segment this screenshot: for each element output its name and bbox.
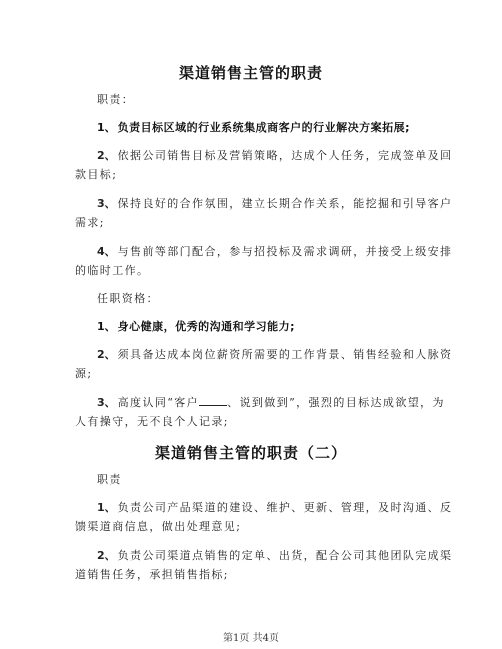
duty-item-3-continuation: 需求; bbox=[75, 216, 105, 229]
duty-2-item-1 bbox=[97, 501, 457, 515]
duty-item-1 bbox=[97, 121, 457, 135]
section-heading-duties-2: 职责 bbox=[97, 473, 122, 486]
item-number: 2、 bbox=[97, 549, 116, 562]
item-text: 依据公司销售目标及营销策略，达成个人任务，完成签单及回 bbox=[117, 149, 453, 162]
qualification-item-2 bbox=[97, 348, 457, 362]
item-number: 3、 bbox=[97, 197, 116, 210]
item-number: 4、 bbox=[97, 245, 116, 258]
duty-item-4 bbox=[97, 245, 457, 259]
duty-2-item-2 bbox=[97, 549, 457, 563]
item-text: 保持良好的合作氛围，建立长期合作关系，能挖掘和引导客户 bbox=[117, 197, 453, 210]
section-heading-duties: 职责： bbox=[97, 93, 135, 106]
item-number: 1、 bbox=[97, 121, 116, 134]
item-number: 2、 bbox=[97, 149, 116, 162]
item-number: 3、 bbox=[97, 396, 116, 409]
duty-item-2-continuation: 款目标; bbox=[75, 168, 118, 181]
item-number: 1、 bbox=[97, 501, 116, 514]
fill-in-blank bbox=[199, 396, 227, 406]
item-number: 2、 bbox=[97, 348, 116, 361]
section-heading-qualifications: 任职资格： bbox=[97, 292, 159, 305]
duty-item-3 bbox=[97, 197, 457, 211]
duty-2-item-1-continuation: 馈渠道商信息，做出处理意见; bbox=[75, 520, 242, 533]
item-text: 、说到做到”，强烈的目标达成欲望，为 bbox=[227, 396, 445, 409]
qualification-item-3-continuation: 人有操守，无不良个人记录; bbox=[75, 415, 229, 428]
item-text: 负责公司渠道点销售的定单、出货，配合公司其他团队完成渠 bbox=[117, 549, 453, 562]
item-text: 须具备达成本岗位薪资所需要的工作背景、销售经验和人脉资 bbox=[117, 348, 453, 361]
duty-2-item-2-continuation: 道销售任务，承担销售指标; bbox=[75, 568, 229, 581]
duty-item-2 bbox=[97, 149, 457, 163]
item-text: 负责公司产品渠道的建设、维护、更新、管理，及时沟通、反 bbox=[117, 501, 453, 514]
qualification-item-2-continuation: 源; bbox=[75, 367, 93, 380]
document-title: 渠道销售主管的职责 bbox=[178, 64, 323, 82]
qualification-item-3 bbox=[97, 396, 457, 410]
qualification-item-1 bbox=[97, 320, 457, 334]
page-footer: 第1页 共4页 bbox=[223, 633, 279, 644]
item-text: 身心健康，优秀的沟通和学习能力; bbox=[117, 320, 296, 333]
item-text: 高度认同“客户 bbox=[117, 396, 200, 409]
section-title-2: 渠道销售主管的职责（二） bbox=[154, 444, 347, 462]
item-text: 与售前等部门配合，参与招投标及需求调研，并接受上级安排 bbox=[117, 245, 453, 258]
item-number: 1、 bbox=[97, 320, 116, 333]
duty-item-4-continuation: 的临时工作。 bbox=[75, 264, 150, 277]
item-text: 负责目标区域的行业系统集成商客户的行业解决方案拓展; bbox=[117, 121, 411, 134]
